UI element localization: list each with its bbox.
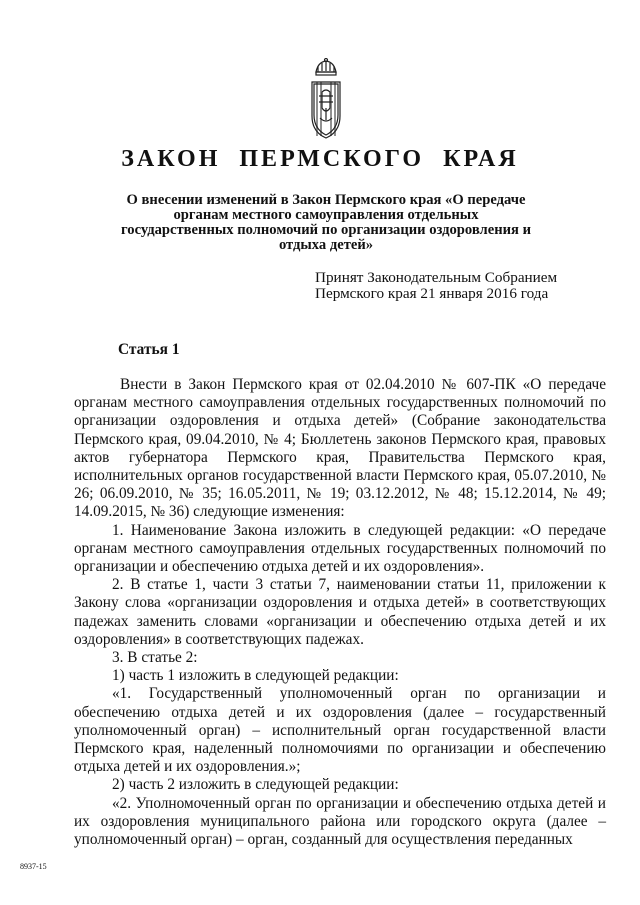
paragraph: «2. Уполномоченный орган по организации и обеспечению отдыха детей и их оздоровления муниципального района или городского округа (далее – уполномоченный орган) – орган, созданный для осуществления переданных <box>74 794 606 849</box>
paragraph: 3. В статье 2: <box>112 649 198 667</box>
law-title: ЗАКОН ПЕРМСКОГО КРАЯ <box>121 146 519 172</box>
adoption-line-1: Принят Законодательным Собранием <box>315 269 558 286</box>
adoption-line-2: Пермского края 21 января 2016 года <box>315 285 549 302</box>
coat-of-arms-icon <box>304 58 348 142</box>
paragraph: 2) часть 2 изложить в следующей редакции: <box>112 776 399 794</box>
adoption-note <box>315 270 557 302</box>
paragraph: 2. В статье 1, части 3 статьи 7, наименовании статьи 11, приложении к Закону слова «организации оздоровления и отдыха детей» в соответствующих падежах заменить словами «организации и обеспечению отдыха детей и их оздоровления» в соответствующих падежах. <box>74 576 606 648</box>
law-subtitle: О внесении изменений в Закон Пермского края «О передаче органам местного самоуправления отдельных государственных полномочий по организации оздоровления и отдыха детей» <box>121 192 531 253</box>
paragraph: Внести в Закон Пермского края от 02.04.2010 № 607-ПК «О передаче органам местного самоуправления отдельных государственных полномочий по организации оздоровления и отдыха детей» (Собрание законодательства Пермского края, 09.04.2010, № 4; Бюллетень законов Пермского края, правовых актов губернатора Пермского края, Правительства Пермского края, исполнительных органов государственной власти Пермского края, 05.07.2010, № 26; 06.09.2010, № 35; 16.05.2011, № 19; 03.12.2012, № 48; 15.12.2014, № 49; 14.09.2015, № 36) следующие изменения: <box>74 376 606 521</box>
document-code: 8937-15 <box>20 862 47 871</box>
paragraph: «1. Государственный уполномоченный орган по организации и обеспечению отдыха детей и их оздоровления (далее – государственный уполномоченный орган) – исполнительный орган государственной власти Пермского края, наделенный полномочиями по организации и обеспечению отдыха детей и их оздоровления.»; <box>74 685 606 776</box>
paragraph: 1) часть 1 изложить в следующей редакции: <box>112 667 399 685</box>
article-heading: Статья 1 <box>118 341 180 358</box>
paragraph: 1. Наименование Закона изложить в следующей редакции: «О передаче органам местного самоуправления отдельных государственных полномочий по организации и обеспечению отдыха детей и их оздоровления». <box>74 521 606 576</box>
article-body <box>74 376 606 849</box>
